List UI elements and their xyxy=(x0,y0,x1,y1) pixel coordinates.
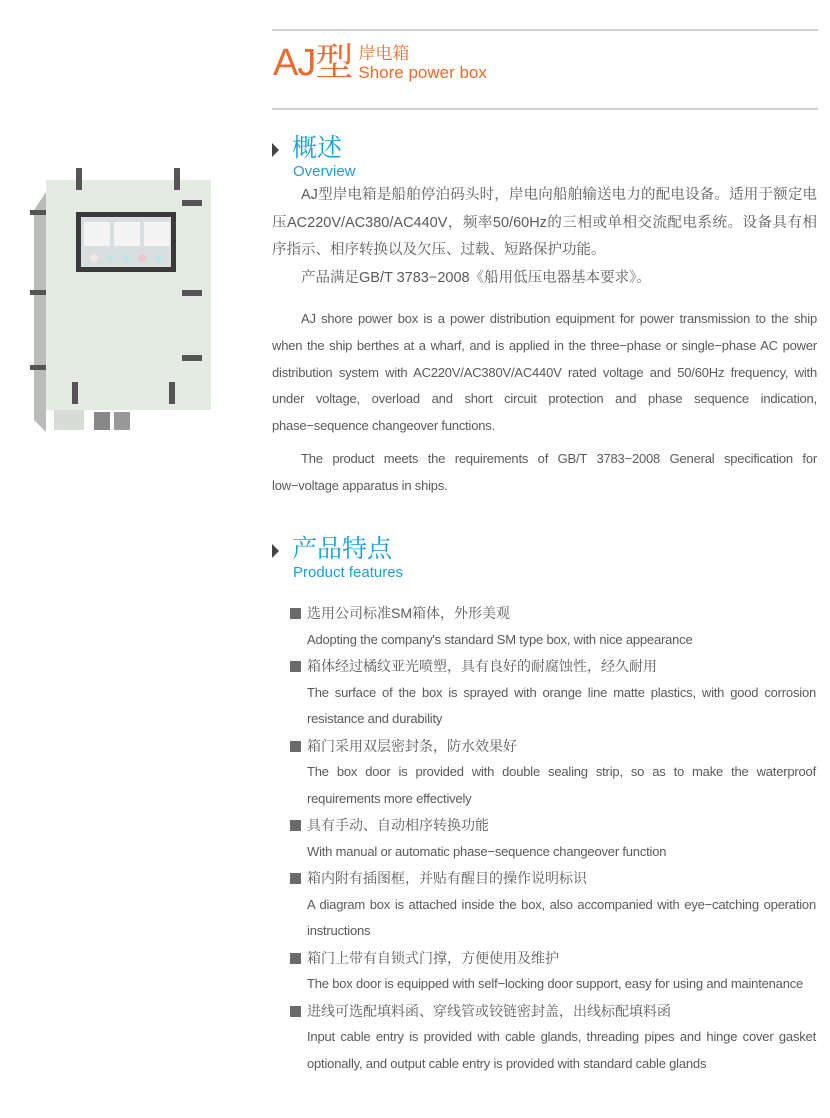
overview-heading-cn: 概述 xyxy=(292,134,343,162)
feature-cn: 箱门采用双层密封条，防水效果好 xyxy=(307,737,517,754)
features-list xyxy=(290,600,816,1077)
feature-cn: 进线可选配填料函、穿线管或铰链密封盖，出线标配填料函 xyxy=(307,1002,671,1019)
feature-cn: 箱体经过橘纹亚光喷塑，具有良好的耐腐蚀性，经久耐用 xyxy=(307,658,657,674)
feature-cn: 箱门上带有自锁式门撑，方便使用及维护 xyxy=(307,949,559,966)
feature-en: Input cable entry is provided with cable glands, threading pipes and hinge cover gasket optionally, and output cable entry is provided with standard cable glands xyxy=(307,1029,816,1071)
feature-en: A diagram box is attached inside the box, also accompanied with eye−catching operation instructions xyxy=(307,896,816,938)
overview-en xyxy=(272,306,817,500)
feature-en: Adopting the company's standard SM type box, with nice appearance xyxy=(307,631,693,647)
shore-power-box-photo xyxy=(24,150,234,445)
title-en: Shore power box xyxy=(358,63,487,82)
feature-title xyxy=(290,865,816,892)
square-bullet-icon xyxy=(290,953,301,964)
square-bullet-icon xyxy=(290,608,301,619)
triangle-bullet-icon xyxy=(272,143,279,157)
feature-cn: 具有手动、自动相序转换功能 xyxy=(307,817,489,833)
paragraph: The product meets the requirements of GB/T 3783−2008 General specification for low−voltage apparatus in ships. xyxy=(272,450,817,493)
feature-item xyxy=(290,600,816,653)
feature-title xyxy=(290,600,816,627)
square-bullet-icon xyxy=(290,741,301,752)
paragraph: AJ型岸电箱是船舶停泊码头时，岸电向船舶输送电力的配电设备。适用于额定电压AC220V/AC380/AC440V，频率50/60Hz的三相或单相交流配电系统。设备具有相序指示、相序转换以及欠压、过载、短路保护功能。 xyxy=(272,187,817,258)
square-bullet-icon xyxy=(290,1006,301,1017)
square-bullet-icon xyxy=(290,820,301,831)
feature-en: The surface of the box is sprayed with orange line matte plastics, with good corrosion resistance and durability xyxy=(307,684,816,726)
square-bullet-icon xyxy=(290,661,301,672)
feature-item xyxy=(290,653,816,733)
overview-cn xyxy=(272,182,817,292)
feature-item xyxy=(290,998,816,1078)
title-cn: 岸电箱 xyxy=(358,44,410,63)
feature-item xyxy=(290,865,816,945)
title-divider xyxy=(272,108,818,110)
paragraph: AJ shore power box is a power distribution equipment for power transmission to the ship when the ship berthes at a wharf, and is applied in the three−phase or single−phase AC power distribution system with AC220V/AC380V/AC440V rated voltage and 50/60Hz frequency, with under voltage, overload and short circuit protection and phase sequence indication, phase−sequence changeover functions. xyxy=(272,311,817,434)
feature-title xyxy=(290,945,816,972)
page-title xyxy=(273,40,487,86)
features-heading-en: Product features xyxy=(293,564,404,581)
square-bullet-icon xyxy=(290,873,301,884)
feature-en: With manual or automatic phase−sequence changeover function xyxy=(307,843,667,859)
feature-title xyxy=(290,998,816,1025)
feature-title xyxy=(290,653,816,680)
feature-item xyxy=(290,945,816,998)
overview-heading-en: Overview xyxy=(293,163,356,180)
top-divider xyxy=(272,29,818,31)
feature-cn: 箱内附有插图框，并贴有醒目的操作说明标识 xyxy=(307,870,587,886)
feature-title xyxy=(290,812,816,839)
model-name: AJ型 xyxy=(273,42,353,84)
features-heading-cn: 产品特点 xyxy=(292,535,393,563)
feature-en: The box door is provided with double sealing strip, so as to make the waterproof requirements more effectively xyxy=(307,764,816,806)
feature-cn: 选用公司标准SM箱体，外形美观 xyxy=(307,605,510,621)
feature-en: The box door is equipped with self−locking door support, easy for using and maintenance xyxy=(307,976,804,991)
paragraph: 产品满足GB/T 3783−2008《船用低压电器基本要求》。 xyxy=(301,269,651,286)
feature-title xyxy=(290,733,816,760)
feature-item xyxy=(290,812,816,865)
feature-item xyxy=(290,733,816,813)
triangle-bullet-icon xyxy=(272,544,279,558)
